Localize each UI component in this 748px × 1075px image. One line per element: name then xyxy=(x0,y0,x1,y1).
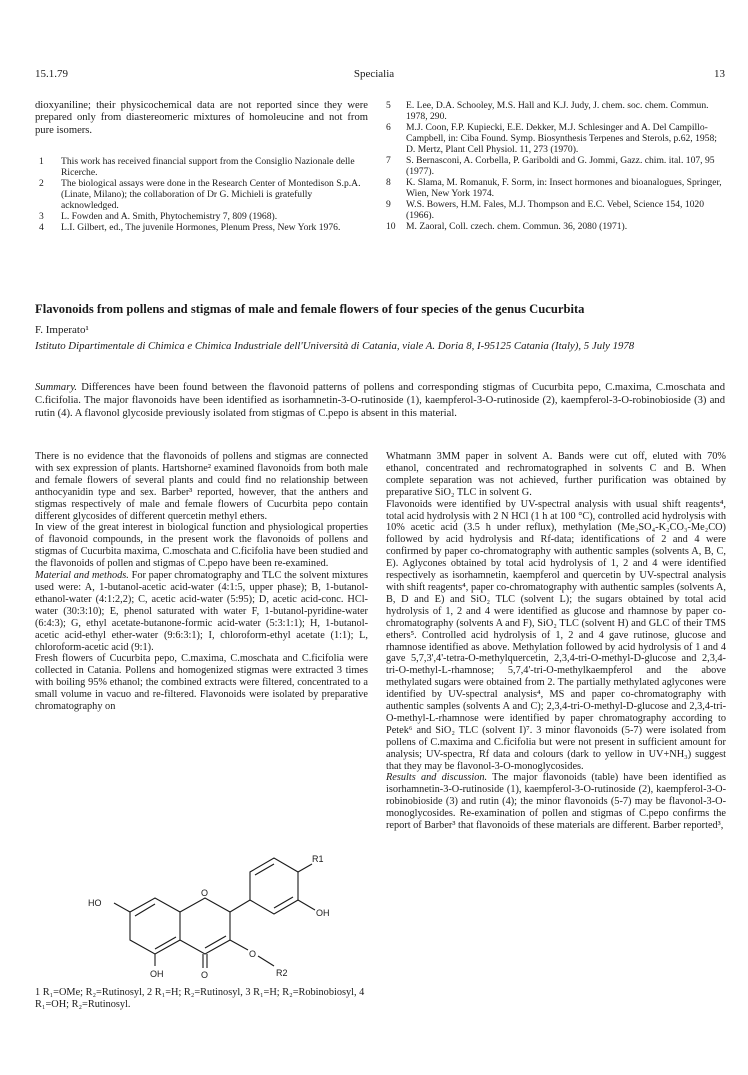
section-label: Material and methods. xyxy=(35,570,129,582)
article-affiliation: Istituto Dipartimentale di Chimica e Chimica Industriale dell'Università di Catania, viale A. Doria 8, I-95125 Catania (Italy), 5 July 1978 xyxy=(35,340,635,352)
header-date: 15.1.79 xyxy=(35,68,68,80)
prev-footnotes xyxy=(35,156,368,233)
section-label: Results and discussion. xyxy=(386,772,488,784)
prev-references xyxy=(386,100,726,232)
ring-a xyxy=(130,898,180,954)
structure-label-ho: HO xyxy=(88,898,102,908)
structure-label-r1: R1 xyxy=(312,854,324,864)
reference: 10 M. Zaoral, Coll. czech. chem. Commun. 36, 2080 (1971). xyxy=(386,221,628,232)
prev-paragraph: dioxyaniline; their physicochemical data are not reported since they were prepared only from diastereomeric mixtures of homoleucine and not from pure isomers. xyxy=(35,100,368,136)
structure-label-ring-o: O xyxy=(201,888,209,898)
structure-label-carbonyl-o: O xyxy=(201,970,209,980)
paragraph: Results and discussion. The major flavonoids (table) have been identified as isorhamnetin-3-O-rutinoside (1), kaempferol-3-O-rutinoside (2), kaempferol-3-O-robinobioside (3) and rutin (4); the minor flavonoids (5-7) may be flavonol-3-O-monoglycosides. Re-examination of pollen and stigmas of C.pepo confirms the report of Barber³ that flavonoids of these materials are different. Barber reported³, xyxy=(386,772,727,832)
article-title: Flavonoids from pollens and stigmas of male and female flowers of four species of the genus Cucurbita xyxy=(35,302,585,316)
reference: 8 K. Slama, M. Romanuk, F. Sorm, in: Insect hormones and bioanalogues, Springer, Wien, New York 1974. xyxy=(386,177,722,199)
structure-caption: 1 R₁=OMe; R₂=Rutinosyl, 2 R₁=H; R₂=Rutinosyl, 3 R₁=H; R₂=Robinobiosyl, 4 R₁=OH; R₂=Rutinosyl. xyxy=(35,987,365,1010)
left-column xyxy=(35,451,368,713)
paragraph: Whatmann 3MM paper in solvent A. Bands were cut off, eluted with 70% ethanol, concentrated and rechromatographed in solvents C and B. When complete separation was not achieved, further purification was obtained by preparative SiO₂ TLC in solvent G. xyxy=(386,451,726,498)
paragraph: In view of the great interest in biological function and physiological properties of flavonoid compounds, in the present work the flavonoids of pollens and stigmas of Cucurbita maxima, C.moschata and C.ficifolia have been studied and the flavonoids of pollen and stigmas of C.pepo have been re-examined. xyxy=(35,522,368,570)
flavonoid-structure xyxy=(60,850,360,980)
article-author: F. Imperato¹ xyxy=(35,324,89,336)
reference: 6 M.J. Coon, F.P. Kupiecki, E.E. Dekker, M.J. Schlesinger and A. Del Campillo-Campbell, in: Ciba Found. Symp. Biosynthesis Terpenes and Sterols, p.62, 1958; D. Mertz, Plant Cell Physiol. 11, 273 (1970). xyxy=(386,122,717,155)
structure-label-ether-o: O xyxy=(249,949,257,959)
reference: 5 E. Lee, D.A. Schooley, M.S. Hall and K.J. Judy, J. chem. soc. chem. Commun. 1978, 290. xyxy=(386,100,709,122)
footnote: 4 L.I. Gilbert, ed., The juvenile Hormones, Plenum Press, New York 1976. xyxy=(39,222,341,233)
structure-label-oh-right: OH xyxy=(316,908,330,918)
reference: 7 S. Bernasconi, A. Corbella, P. Gariboldi and G. Jommi, Gazz. chim. ital. 107, 95 (1977). xyxy=(386,155,715,177)
prev-article-text xyxy=(35,100,368,137)
footnote: 3 L. Fowden and A. Smith, Phytochemistry 7, 809 (1968). xyxy=(39,211,278,222)
header-page-number: 13 xyxy=(714,68,725,80)
right-column xyxy=(386,451,726,832)
ring-b xyxy=(250,858,298,914)
summary-text: Differences have been found between the flavonoid patterns of pollens and corresponding stigmas of Cucurbita pepo, C.maxima, C.moschata and C.ficifolia. The major flavonoids have been identified as isorhamnetin-3-O-rutinoside (1), kaempferol-3-O-rutinoside (2), kaempferol-3-O-robinobioside (3) and rutin (4). A flavonol glycoside previously isolated from stigmas of C.pepo is absent in this material. xyxy=(35,382,725,419)
reference: 9 W.S. Bowers, H.M. Fales, M.J. Thompson and E.C. Vebel, Science 154, 1020 (1966). xyxy=(386,199,705,221)
footnote: 2 The biological assays were done in the Research Center of Montedison S.p.A. (Linate, Milano); the collaboration of Dr G. Michieli is gratefully acknowledged. xyxy=(39,178,361,211)
header-journal: Specialia xyxy=(353,68,395,80)
ring-c xyxy=(180,898,230,954)
paragraph: Material and methods. For paper chromatography and TLC the solvent mixtures used were: A, 1-butanol-acetic acid-water (4:1:5, upper phase); B, 1-butanol-ethanol-water (4:1:2,2); C, acetic acid-water (5:95); D, acetic acid-conc. HCl-water (30:3:10); E, phenol saturated with water F, 1-butanol-pyridine-water (6:4:3); G, ethyl acetate-butanone-formic acid-water (5:3:1:1); H, 1-butanol-acetic acid-ethyl ether-water (9:6:3:1); I, chloroform-ethyl acetate (1:1); L, chloroform-acetic acid (9:1). xyxy=(35,570,368,653)
paragraph: Flavonoids were identified by UV-spectral analysis with usual shift reagents⁴, total acid hydrolysis with 2 N HCl (1 h at 100 °C), controlled acid hydrolysis with 10% acetic acid (3.5 h under reflux), methylation (Me₂SO₄-K₂CO₃-Me₂CO) followed by acid hydrolysis and Rf-data; identifications of 2 and 4 were confirmed by paper co-chromatography with authentic samples (solvents A, B, C, E). Aglycones obtained by total acid hydrolysis of 1, 2 and 4 were identified respectively as isorhamnetin, kaempferol and quercetin by UV-spectral analysis with shift reagents⁴, paper co-chromatography with authentic samples (solvents A, B, D and E) and SiO₂ TLC (solvent L); the sugars obtained by total acid hydrolysis of 1, 2 and 4 were identified as glucose and rhamnose by paper co-chromatography (solvents A and F), SiO₂ TLC (solvent H) and GLC of their TMS ethers⁵. Controlled acid hydrolysis of 1, 2 and 4 gave rutinose, glucose and rhamnose identified as above. Methylation followed by acid hydrolysis of 1 and 4 gave 5,7,3',4'-tetra-O-methylquercetin, 2,3,4-tri-O-methyl-D-glucose and 2,3,4-tri-O-methyl-L-rhamnose; 5,7,4'-tri-O-methylkaempferol and the above methylated sugars were obtained from 2. The partially methylated aglycones were identified by UV-spectral analysis⁴, MS and paper co-chromatography with authentic samples (solvents A and C); 2,3,4-tri-O-methyl-D-glucose and 2,3,4-tri-O-methyl-L-rhamnose were identified by paper chromatography according to Petek⁶ and SiO₂ TLC (solvent I)⁷. 3 minor flavonoids (5-7) were isolated from pollens of C.maxima and C.ficifolia but were not present in sufficient amount for analysis; UV-spectra, Rf data and colours (dark to yellow in UV+NH₃) suggest that they may be flavonol-3-O-monoglycosides. xyxy=(386,498,726,772)
paragraph: There is no evidence that the flavonoids of pollens and stigmas are connected with sex expression of plants. Hartshorne² examined flavonoids from both male and female flowers of several plants and could find no relationship between anthocyanidin type and sex. Barber³ reported, however, that the anthers and stigmas respectively of male and female flowers of Cucurbita pepo contain different glycosides of different quercetin methyl ethers. xyxy=(35,451,368,522)
structure-label-oh-bottom: OH xyxy=(150,969,164,979)
article-summary xyxy=(35,382,725,420)
paragraph: Fresh flowers of Cucurbita pepo, C.maxima, C.moschata and C.ficifolia were collected in Catania. Pollens and homogenized stigmas were extracted 3 times with boiling 95% ethanol; the combined extracts were filtered, concentrated to a small volume in vacuo and re-filtered. Flavonoids were isolated by preparative chromatography on xyxy=(35,653,368,713)
footnote: 1 This work has received financial support from the Consiglio Nazionale delle Ricerche. xyxy=(39,156,355,178)
structure-label-r2: R2 xyxy=(276,968,288,978)
summary-label: Summary. xyxy=(35,382,78,393)
